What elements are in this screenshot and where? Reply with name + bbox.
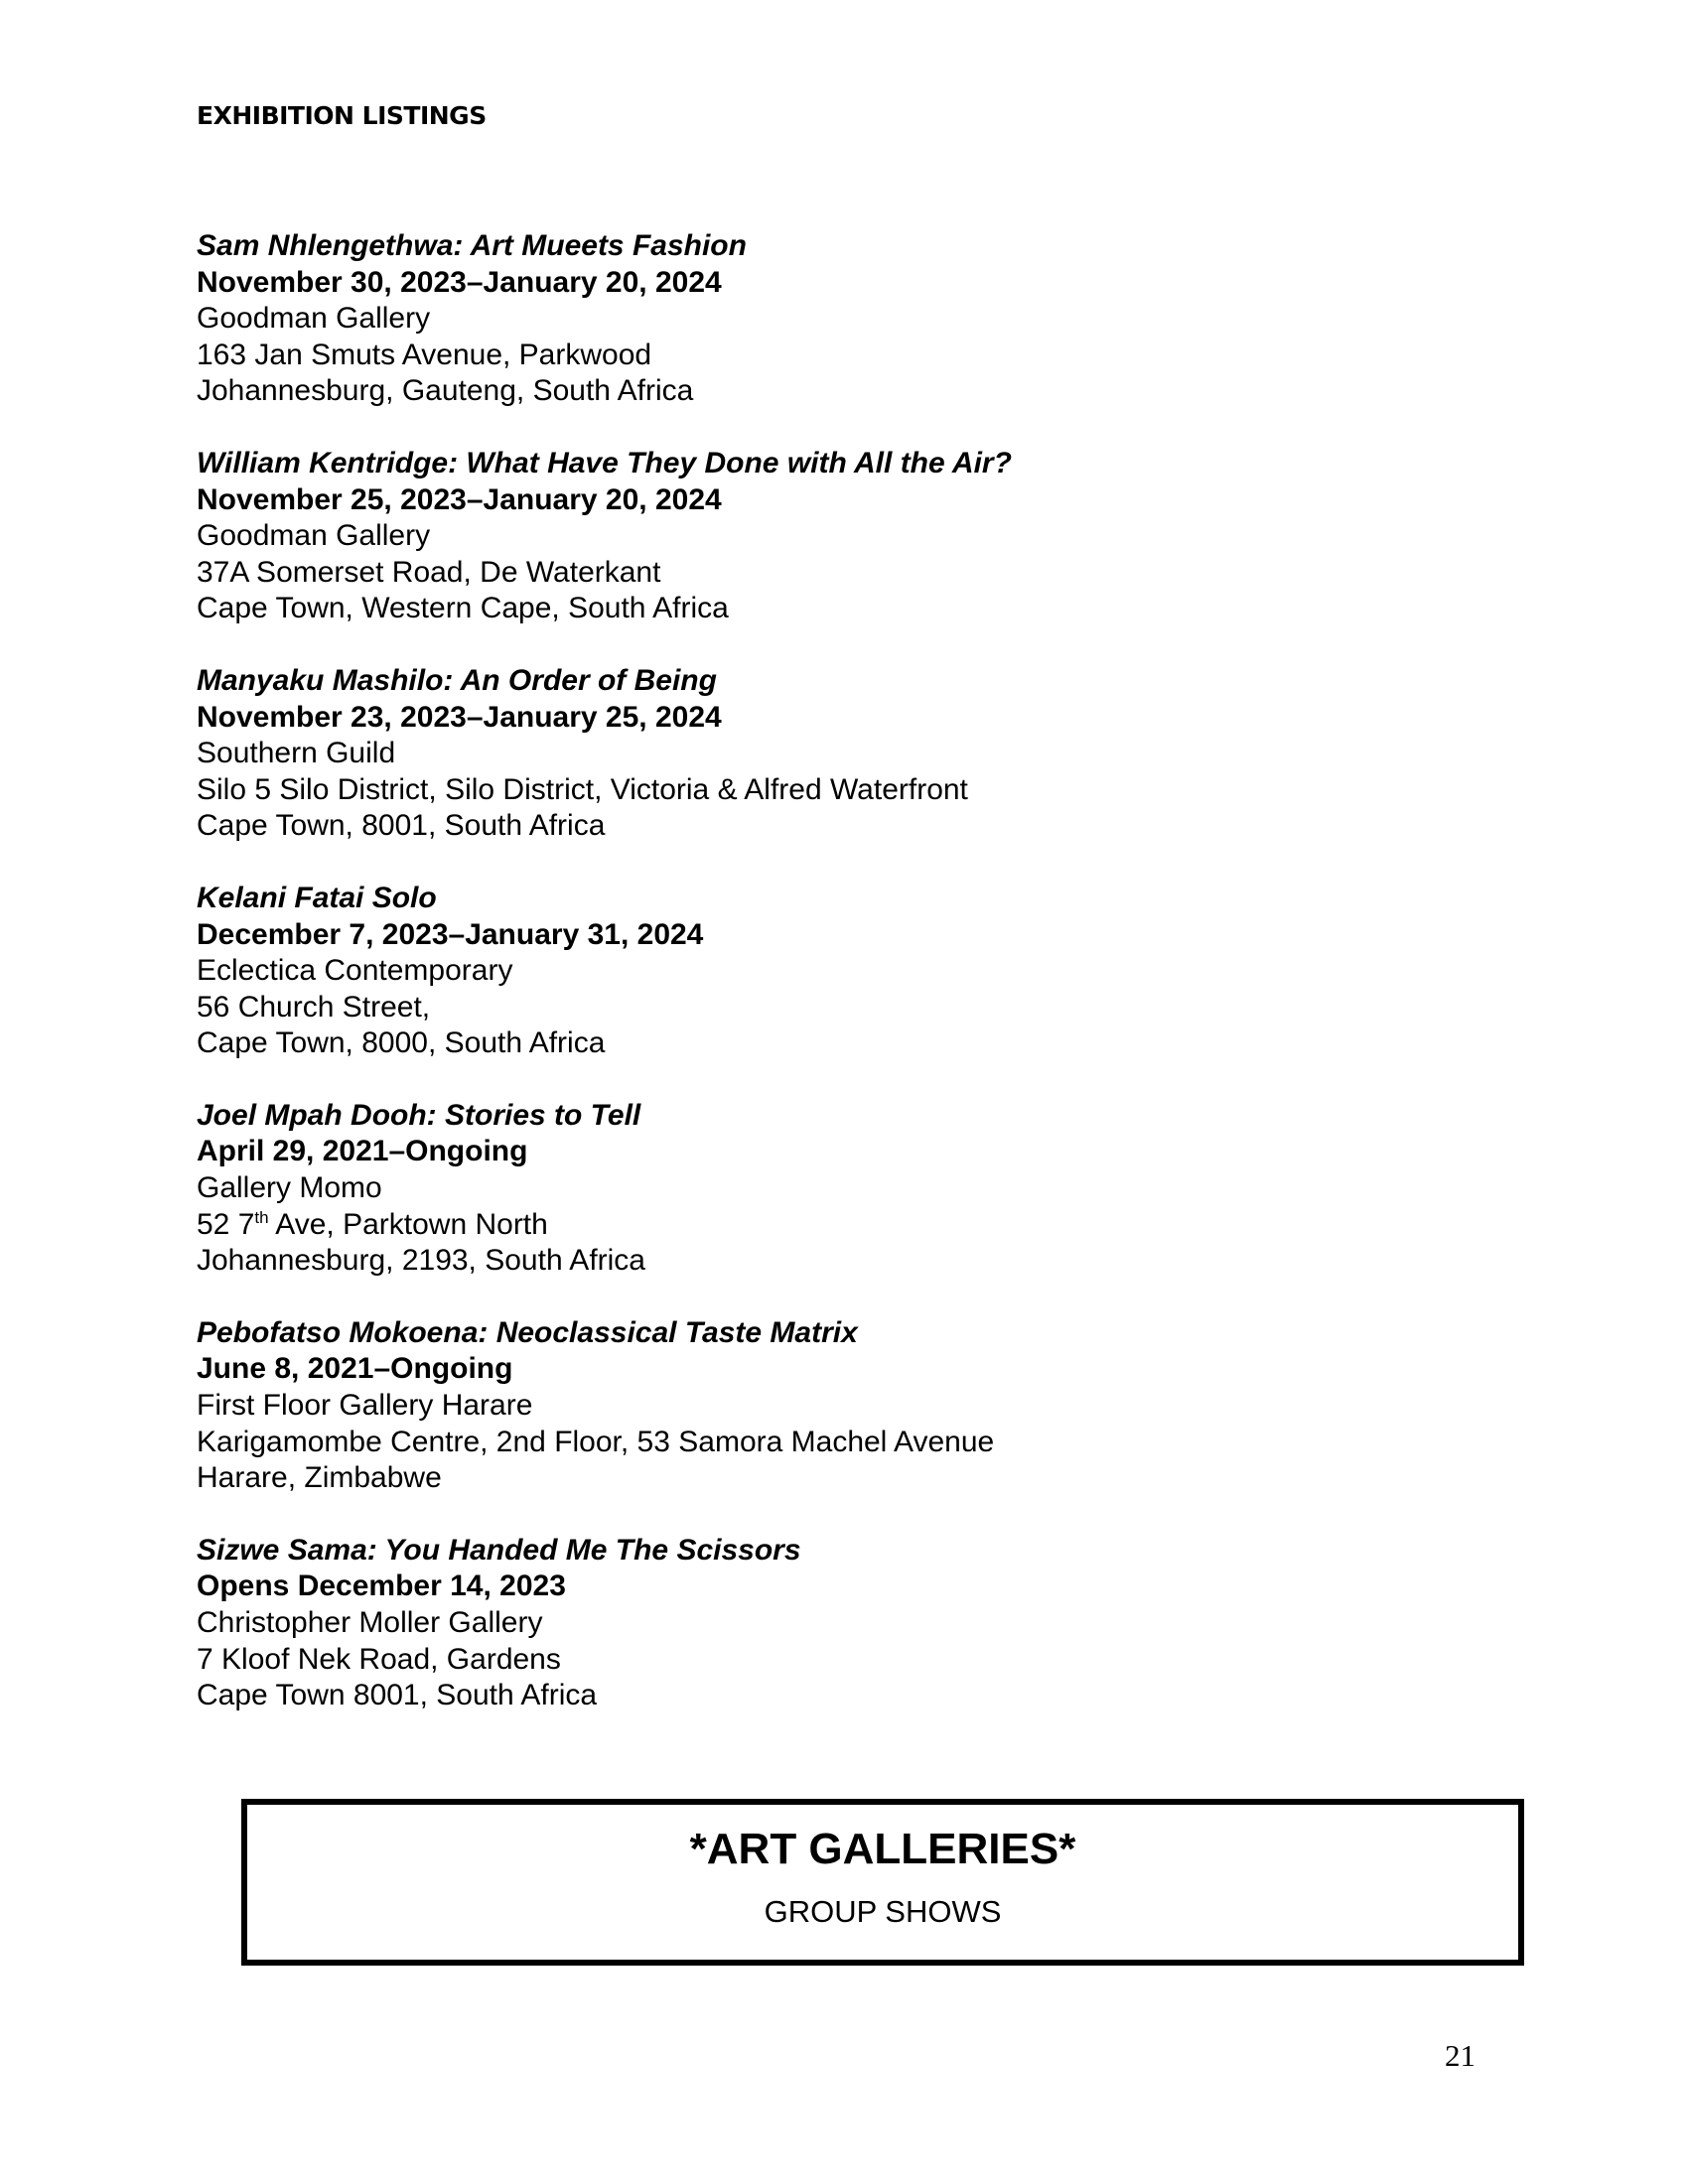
venue-name: Goodman Gallery — [197, 519, 431, 553]
address-line-2: Johannesburg, Gauteng, South Africa — [197, 374, 694, 408]
exhibition-title: Sizwe Sama: You Handed Me The Scissors — [197, 1533, 801, 1567]
address-line-1: Silo 5 Silo District, Silo District, Victoria & Alfred Waterfront — [197, 772, 968, 806]
exhibition-dates: April 29, 2021–Ongoing — [197, 1135, 528, 1168]
exhibition-dates: December 7, 2023–January 31, 2024 — [197, 917, 704, 951]
ordinal-suffix: th — [254, 1207, 269, 1227]
listing-item — [197, 1533, 1487, 1714]
address-line-2: Harare, Zimbabwe — [197, 1461, 442, 1495]
exhibition-dates: June 8, 2021–Ongoing — [197, 1352, 513, 1386]
address-street: Ave, Parktown North — [268, 1207, 548, 1241]
venue-name: First Floor Gallery Harare — [197, 1389, 533, 1423]
venue-name: Southern Guild — [197, 737, 396, 770]
address-line-2: Cape Town, 8000, South Africa — [197, 1026, 606, 1060]
exhibition-title: William Kentridge: What Have They Done with All the Air? — [197, 446, 1012, 479]
exhibition-title: Manyaku Mashilo: An Order of Being — [197, 663, 717, 697]
listing-item — [197, 881, 1487, 1062]
address-number: 52 7 — [197, 1207, 255, 1241]
exhibition-title: Kelani Fatai Solo — [197, 881, 437, 914]
address-line-2: Cape Town, Western Cape, South Africa — [197, 592, 729, 625]
listing-item — [197, 1098, 1487, 1280]
exhibition-title: Joel Mpah Dooh: Stories to Tell — [197, 1098, 641, 1132]
exhibition-dates: November 23, 2023–January 25, 2024 — [197, 700, 722, 734]
address-line-1 — [197, 1207, 1487, 1244]
address-line-2: Cape Town, 8001, South Africa — [197, 809, 606, 843]
exhibition-title: Pebofatso Mokoena: Neoclassical Taste Matrix — [197, 1315, 858, 1349]
listing-item — [197, 1315, 1487, 1497]
venue-name: Eclectica Contemporary — [197, 954, 513, 988]
page-number: 21 — [1445, 2038, 1476, 2073]
address-line-1: 163 Jan Smuts Avenue, Parkwood — [197, 338, 652, 371]
listing-item — [197, 663, 1487, 845]
exhibition-listings — [197, 228, 1487, 1750]
venue-name: Christopher Moller Gallery — [197, 1606, 543, 1639]
section-box-title: *ART GALLERIES* — [689, 1825, 1076, 1873]
section-header: EXHIBITION LISTINGS — [197, 101, 487, 130]
art-galleries-section-box — [241, 1799, 1524, 1966]
exhibition-title: Sam Nhlengethwa: Art Mueets Fashion — [197, 229, 747, 262]
venue-name: Gallery Momo — [197, 1171, 382, 1205]
address-line-1: 7 Kloof Nek Road, Gardens — [197, 1642, 561, 1676]
exhibition-dates: November 25, 2023–January 20, 2024 — [197, 482, 722, 516]
listing-item — [197, 228, 1487, 410]
exhibition-dates: Opens December 14, 2023 — [197, 1570, 566, 1603]
address-line-1: 56 Church Street, — [197, 990, 431, 1024]
address-line-1: 37A Somerset Road, De Waterkant — [197, 555, 661, 589]
exhibition-dates: November 30, 2023–January 20, 2024 — [197, 265, 722, 299]
address-line-2: Cape Town 8001, South Africa — [197, 1679, 598, 1712]
address-line-2: Johannesburg, 2193, South Africa — [197, 1244, 645, 1278]
venue-name: Goodman Gallery — [197, 302, 431, 336]
address-line-1: Karigamombe Centre, 2nd Floor, 53 Samora Machel Avenue — [197, 1425, 995, 1458]
listing-item — [197, 446, 1487, 627]
section-box-subtitle: GROUP SHOWS — [764, 1894, 1002, 1929]
